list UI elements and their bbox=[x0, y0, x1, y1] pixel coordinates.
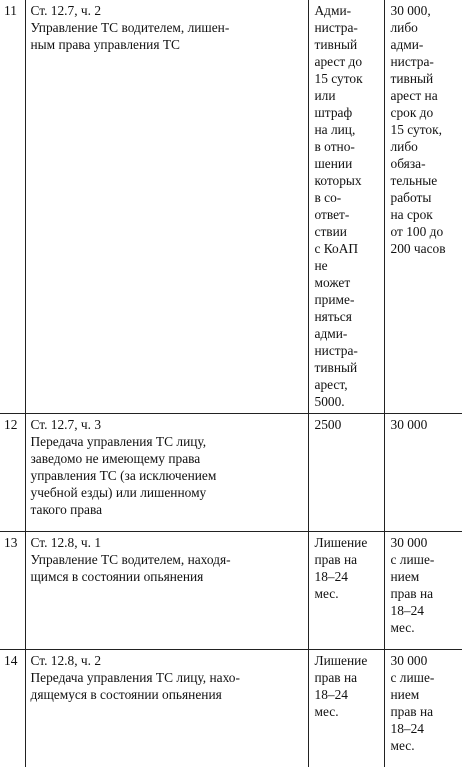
penalty-cell: Лишение прав на 18–24 мес. bbox=[308, 532, 384, 650]
article-reference: Ст. 12.7, ч. 2 bbox=[31, 3, 102, 18]
new-penalty-cell: 30 000 с лише- нием прав на 18–24 мес. bbox=[384, 650, 462, 767]
penalty-cell: Адми- нистра- тивный арест до 15 суток или штраф на лиц, в отно- шении которых в со- ответ- ствии с КоАП не может приме- няться адми- нистра- тивный арест, 5000. bbox=[308, 0, 384, 414]
violation-cell bbox=[25, 414, 308, 532]
article-reference: Ст. 12.8, ч. 1 bbox=[31, 535, 102, 550]
penalty-cell: Лишение прав на 18–24 мес. bbox=[308, 650, 384, 767]
penalty-cell: 2500 bbox=[308, 414, 384, 532]
new-penalty-cell: 30 000, либо адми- нистра- тивный арест на срок до 15 суток, либо обяза- тельные работы на срок от 100 до 200 часов bbox=[384, 0, 462, 414]
violation-description: Передача управления ТС лицу, заведомо не имеющему права управления ТС (за исключением учебной езды) или лишенному такого права bbox=[31, 434, 217, 517]
article-reference: Ст. 12.7, ч. 3 bbox=[31, 417, 102, 432]
article-reference: Ст. 12.8, ч. 2 bbox=[31, 653, 102, 668]
violation-cell bbox=[25, 532, 308, 650]
violation-description: Управление ТС водителем, лишен- ным права управления ТС bbox=[31, 20, 230, 52]
violation-description: Управление ТС водителем, находя- щимся в состоянии опьянения bbox=[31, 552, 231, 584]
row-number: 12 bbox=[0, 414, 25, 532]
table-row bbox=[0, 532, 462, 650]
row-number: 14 bbox=[0, 650, 25, 767]
row-number: 13 bbox=[0, 532, 25, 650]
violation-description: Передача управления ТС лицу, нахо- дящемуся в состоянии опьянения bbox=[31, 670, 240, 702]
table-row bbox=[0, 414, 462, 532]
row-number: 11 bbox=[0, 0, 25, 414]
violation-cell bbox=[25, 650, 308, 767]
new-penalty-cell: 30 000 с лише- нием прав на 18–24 мес. bbox=[384, 532, 462, 650]
table-row bbox=[0, 650, 462, 767]
violation-cell bbox=[25, 0, 308, 414]
new-penalty-cell: 30 000 bbox=[384, 414, 462, 532]
